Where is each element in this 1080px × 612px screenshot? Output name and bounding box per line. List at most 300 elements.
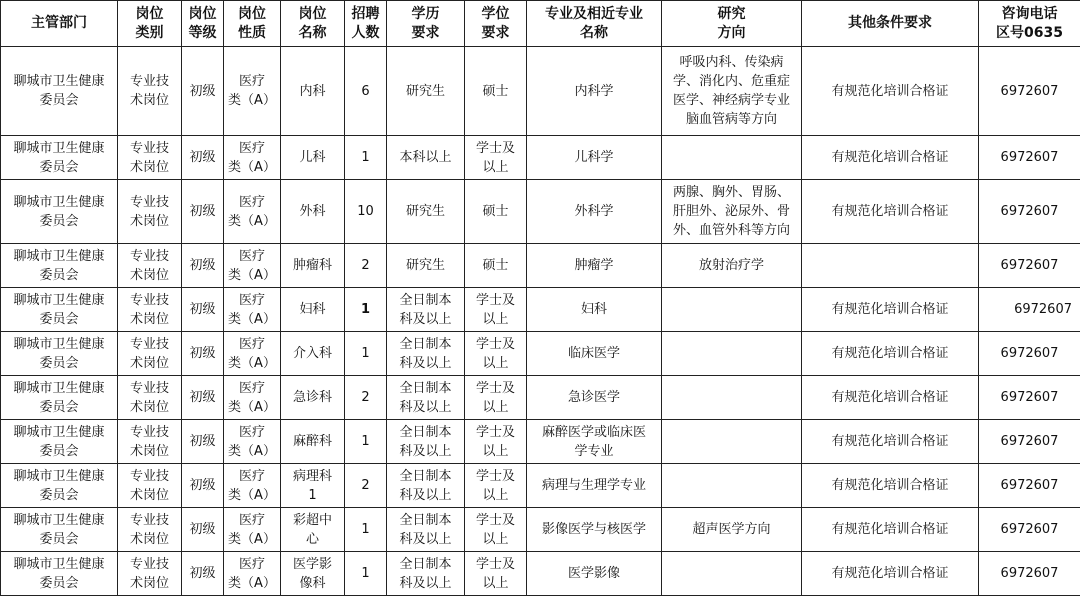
cell-line: 学士及 [475,140,515,156]
cell-line: 儿科 [299,150,326,165]
cell-major [527,47,662,136]
cell-line: 本科以上 [399,150,452,165]
cell-phone [979,332,1080,376]
cell-line: 术岗位 [129,159,169,175]
cell-name [281,376,345,420]
header-dept: 主管部门 [1,1,118,47]
cell-line: 全日制本 [399,380,452,396]
cell-level [182,180,224,244]
cell-education [387,508,465,552]
cell-line: 全日制本 [399,556,452,572]
cell-line: 超声医学方向 [692,522,771,537]
cell-line: 专业技 [129,512,169,528]
cell-name [281,136,345,180]
cell-line: 全日制本 [399,468,452,484]
cell-level [182,244,224,288]
cell-line: 术岗位 [129,93,169,108]
cell-line: 像科 [299,575,326,591]
cell-line: 类（A） [228,443,276,459]
cell-text: 6972607 [1000,522,1059,537]
header-major: 专业及相近专业 名称 [527,1,662,47]
cell-research [662,180,802,244]
header-degree: 学位 要求 [465,1,527,47]
cell-nature [224,136,281,180]
cell-count [345,47,387,136]
cell-text: 6972607 [1000,390,1059,405]
cell-line: 聊城市卫生健康 [13,248,105,264]
cell-name [281,47,345,136]
cell-line: 科及以上 [399,487,452,503]
table-row [1,180,1080,244]
cell-line: 委员会 [39,213,79,229]
header-nature: 岗位 性质 [224,1,281,47]
cell-text: 初级 [189,346,216,361]
cell-line: 类（A） [228,311,276,327]
cell-dept [1,47,118,136]
cell-line: 硕士 [482,83,509,99]
cell-name [281,508,345,552]
cell-dept [1,420,118,464]
cell-education [387,180,465,244]
cell-line: 聊城市卫生健康 [13,424,105,440]
cell-line: 类（A） [228,399,276,415]
cell-text: 1 [361,150,370,165]
cell-line: 急诊科 [292,390,332,405]
cell-name [281,332,345,376]
cell-line: 全日制本 [399,336,452,352]
cell-line: 专业技 [129,336,169,352]
cell-other [802,552,979,596]
header-name: 岗位 名称 [281,1,345,47]
cell-count [345,244,387,288]
cell-line: 专业技 [129,424,169,440]
table-row [1,376,1080,420]
header-phone: 咨询电话 区号0635 [979,1,1080,47]
cell-text: 有规范化培训合格证 [831,204,949,219]
cell-line: 医疗 [238,380,265,396]
cell-other [802,288,979,332]
cell-phone [979,508,1080,552]
cell-line: 外科 [299,204,326,219]
cell-major [527,376,662,420]
cell-line: 聊城市卫生健康 [13,512,105,528]
cell-major [527,508,662,552]
cell-education [387,47,465,136]
cell-dept [1,244,118,288]
cell-phone [979,288,1080,332]
cell-major [527,288,662,332]
cell-level [182,332,224,376]
cell-category [118,180,182,244]
cell-nature [224,376,281,420]
cell-line: 类（A） [228,159,276,175]
cell-text: 有规范化培训合格证 [831,566,949,581]
cell-line: 彩超中 [292,512,332,528]
cell-text: 6972607 [1000,434,1059,449]
cell-nature [224,244,281,288]
cell-line: 委员会 [39,159,79,175]
cell-level [182,136,224,180]
cell-text: 6972607 [1000,258,1059,273]
cell-name [281,464,345,508]
cell-line: 肝胆外、泌尿外、骨 [672,204,790,219]
cell-line: 学士及 [475,424,515,440]
cell-line: 医疗 [238,512,265,528]
cell-line: 委员会 [39,355,79,371]
cell-degree [465,376,527,420]
cell-line: 术岗位 [129,487,169,503]
cell-line: 专业技 [129,468,169,484]
cell-count [345,332,387,376]
cell-category [118,420,182,464]
cell-text: 有规范化培训合格证 [831,522,949,537]
cell-line: 医疗 [238,74,265,89]
cell-phone [979,376,1080,420]
cell-line: 术岗位 [129,399,169,415]
header-level: 岗位 等级 [182,1,224,47]
cell-degree [465,464,527,508]
cell-major [527,332,662,376]
cell-major [527,552,662,596]
cell-line: 硕士 [482,258,509,273]
cell-line: 麻醉科 [292,434,332,449]
cell-line: 1 [308,487,317,503]
cell-line: 以上 [482,575,509,591]
cell-count [345,136,387,180]
cell-line: 医学影像 [567,566,620,581]
cell-line: 急诊医学 [567,390,620,405]
cell-line: 医疗 [238,468,265,484]
cell-line: 科及以上 [399,311,452,327]
cell-line: 研究生 [405,204,445,219]
cell-text: 初级 [189,204,216,219]
cell-line: 内科 [299,83,326,99]
cell-education [387,244,465,288]
table-body [1,47,1080,596]
cell-line: 硕士 [482,204,509,219]
header-row [1,1,1080,47]
cell-line: 术岗位 [129,311,169,327]
cell-level [182,552,224,596]
cell-text: 10 [357,204,374,219]
cell-category [118,552,182,596]
cell-nature [224,552,281,596]
cell-text: 初级 [189,566,216,581]
cell-line: 学士及 [475,556,515,572]
cell-text: 6972607 [1000,204,1059,219]
cell-level [182,376,224,420]
header-other: 其他条件要求 [802,1,979,47]
cell-name [281,420,345,464]
cell-line: 术岗位 [129,267,169,283]
cell-line: 委员会 [39,575,79,591]
cell-line: 聊城市卫生健康 [13,140,105,156]
cell-degree [465,552,527,596]
cell-phone [979,180,1080,244]
cell-research [662,420,802,464]
cell-text: 初级 [189,83,216,99]
cell-dept [1,376,118,420]
cell-category [118,464,182,508]
cell-degree [465,136,527,180]
cell-line: 科及以上 [399,443,452,459]
cell-line: 介入科 [292,346,332,361]
cell-education [387,464,465,508]
cell-level [182,288,224,332]
cell-line: 术岗位 [129,531,169,547]
cell-text: 6972607 [1000,83,1059,99]
cell-line: 心 [305,531,319,547]
cell-line: 学专业 [574,443,614,459]
cell-text: 初级 [189,478,216,493]
cell-text: 6972607 [1000,346,1059,361]
cell-research [662,332,802,376]
cell-major [527,180,662,244]
cell-count [345,552,387,596]
cell-text: 初级 [189,302,216,317]
cell-other [802,376,979,420]
cell-line: 学、消化内、危重症 [672,74,790,89]
cell-line: 医疗 [238,424,265,440]
cell-line: 临床医学 [567,346,620,361]
cell-line: 类（A） [228,575,276,591]
cell-degree [465,180,527,244]
cell-line: 专业技 [129,556,169,572]
cell-major [527,244,662,288]
cell-dept [1,332,118,376]
cell-text: 2 [361,258,370,273]
cell-text: 1 [361,434,370,449]
cell-line: 专业技 [129,248,169,264]
cell-education [387,332,465,376]
cell-phone [979,420,1080,464]
cell-category [118,376,182,420]
cell-text: 1 [361,566,370,581]
cell-text: 初级 [189,150,216,165]
cell-line: 术岗位 [129,355,169,371]
table-row [1,332,1080,376]
cell-nature [224,180,281,244]
cell-text: 1 [361,346,370,361]
header-count: 招聘 人数 [345,1,387,47]
cell-line: 病理与生理学专业 [541,478,646,493]
cell-line: 科及以上 [399,531,452,547]
cell-count [345,420,387,464]
cell-line: 专业技 [129,292,169,308]
cell-research [662,244,802,288]
cell-name [281,180,345,244]
cell-level [182,464,224,508]
cell-nature [224,464,281,508]
cell-line: 全日制本 [399,292,452,308]
cell-dept [1,136,118,180]
cell-research [662,136,802,180]
cell-education [387,420,465,464]
cell-line: 肿瘤科 [292,258,332,273]
cell-text: 1 [360,302,371,317]
cell-line: 委员会 [39,487,79,503]
cell-line: 委员会 [39,267,79,283]
cell-text: 2 [361,478,370,493]
cell-line: 以上 [482,443,509,459]
cell-nature [224,420,281,464]
cell-text: 6972607 [1000,566,1059,581]
cell-line: 术岗位 [129,213,169,229]
cell-line: 医疗 [238,292,265,308]
cell-line: 委员会 [39,531,79,547]
cell-count [345,508,387,552]
cell-category [118,288,182,332]
cell-line: 以上 [482,531,509,547]
cell-other [802,180,979,244]
cell-text: 初级 [189,522,216,537]
table-row [1,508,1080,552]
cell-line: 类（A） [228,487,276,503]
cell-other [802,47,979,136]
cell-phone [979,464,1080,508]
cell-line: 医疗 [238,194,265,210]
cell-line: 专业技 [129,74,169,89]
cell-category [118,244,182,288]
cell-line: 外科学 [574,204,614,219]
cell-line: 专业技 [129,380,169,396]
cell-other [802,244,979,288]
cell-degree [465,420,527,464]
cell-line: 聊城市卫生健康 [13,380,105,396]
table-row [1,288,1080,332]
cell-line: 医疗 [238,336,265,352]
cell-line: 术岗位 [129,443,169,459]
cell-line: 研究生 [405,258,445,273]
cell-line: 类（A） [228,93,276,108]
cell-research [662,508,802,552]
cell-line: 全日制本 [399,424,452,440]
cell-degree [465,332,527,376]
cell-nature [224,508,281,552]
cell-major [527,420,662,464]
cell-line: 肿瘤学 [574,258,614,273]
cell-line: 以上 [482,311,509,327]
cell-text: 6972607 [1000,150,1059,165]
cell-line: 外、血管外科等方向 [672,223,790,238]
cell-line: 委员会 [39,93,79,108]
cell-education [387,376,465,420]
cell-line: 儿科学 [574,150,614,165]
table-row [1,552,1080,596]
cell-line: 聊城市卫生健康 [13,336,105,352]
cell-other [802,332,979,376]
cell-other [802,136,979,180]
cell-research [662,376,802,420]
cell-other [802,420,979,464]
cell-line: 学士及 [475,468,515,484]
cell-line: 专业技 [129,194,169,210]
cell-line: 全日制本 [399,512,452,528]
cell-level [182,508,224,552]
header-education: 学历 要求 [387,1,465,47]
cell-line: 学士及 [475,292,515,308]
cell-count [345,180,387,244]
cell-nature [224,332,281,376]
cell-line: 聊城市卫生健康 [13,468,105,484]
cell-degree [465,47,527,136]
cell-name [281,244,345,288]
cell-text: 6972607 [1000,478,1059,493]
cell-research [662,552,802,596]
cell-nature [224,47,281,136]
cell-line: 类（A） [228,355,276,371]
cell-research [662,47,802,136]
cell-text: 6 [361,83,370,99]
cell-major [527,464,662,508]
cell-line: 妇科 [580,302,607,317]
cell-line: 学士及 [475,512,515,528]
cell-line: 医疗 [238,556,265,572]
cell-line: 脑血管病等方向 [685,112,777,127]
table-row [1,47,1080,136]
cell-line: 科及以上 [399,575,452,591]
cell-category [118,332,182,376]
cell-text: 有规范化培训合格证 [831,434,949,449]
cell-phone [979,552,1080,596]
header-research: 研究 方向 [662,1,802,47]
cell-line: 以上 [482,159,509,175]
cell-line: 两腺、胸外、胃肠、 [672,185,790,200]
cell-text: 1 [361,522,370,537]
cell-text: 有规范化培训合格证 [831,478,949,493]
cell-level [182,47,224,136]
cell-line: 医学影 [292,556,332,572]
cell-count [345,376,387,420]
cell-count [345,464,387,508]
cell-level [182,420,224,464]
cell-line: 委员会 [39,399,79,415]
cell-category [118,508,182,552]
cell-education [387,136,465,180]
cell-degree [465,244,527,288]
cell-other [802,464,979,508]
cell-dept [1,288,118,332]
cell-nature [224,288,281,332]
cell-phone [979,47,1080,136]
cell-line: 委员会 [39,443,79,459]
cell-education [387,288,465,332]
cell-line: 放射治疗学 [698,258,764,273]
cell-line: 麻醉医学或临床医 [541,424,646,440]
cell-text: 2 [361,390,370,405]
cell-other [802,508,979,552]
cell-line: 学士及 [475,380,515,396]
cell-line: 医疗 [238,248,265,264]
cell-text: 有规范化培训合格证 [831,83,949,99]
cell-text: 有规范化培训合格证 [831,390,949,405]
cell-line: 类（A） [228,213,276,229]
cell-line: 专业技 [129,140,169,156]
table-row [1,136,1080,180]
cell-dept [1,508,118,552]
cell-phone [979,244,1080,288]
cell-text: 初级 [189,390,216,405]
cell-dept [1,552,118,596]
cell-line: 病理科 [292,468,332,484]
table-row [1,464,1080,508]
cell-line: 内科学 [574,83,614,99]
cell-research [662,288,802,332]
cell-text: 有规范化培训合格证 [831,302,949,317]
cell-text: 6972607 [1014,302,1072,317]
cell-line: 医疗 [238,140,265,156]
cell-line: 科及以上 [399,355,452,371]
